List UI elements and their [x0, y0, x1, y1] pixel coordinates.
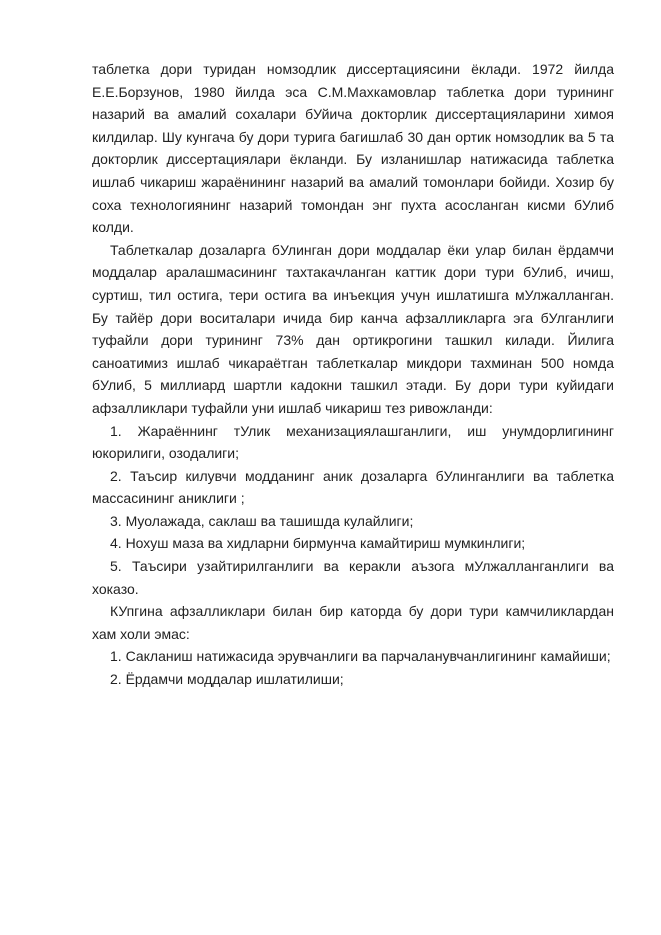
list-item-advantage-1: 1. Жараённинг тУлик механизациялашганлиги, иш унумдорлигининг юкорилиги, озодалиги;: [92, 422, 614, 462]
paragraph-definition: Таблеткалар дозаларга бУлинган дори моддалар ёки улар билан ёрдамчи моддалар аралашмасининг тахтакачланган каттик дори тури бУлиб, ичиш, суртиш, тил остига, тери остига ва инъекция учун ишлатишга мУлжалланган. Бу тайёр дори воситалари ичида бир канча афзалликларга эга бУлганлиги туфайли дори турининг 73% дан ортикрогини ташкил килади. Йилига саноатимиз ишлаб чикараётган таблеткалар микдори тахминан 500 номда бУлиб, 5 миллиард шартли кадокни ташкил этади. Бу дори тури куйидаги афзалликлари туфайли уни ишлаб чикариш тез ривожланди:: [92, 241, 614, 416]
document-page: [92, 58, 614, 691]
list-item-advantage-2: 2. Таъсир килувчи модданинг аник дозаларга бУлинганлиги ва таблетка массасининг аниклиги ;: [92, 467, 614, 507]
paragraph-disadvantages-intro: КУпгина афзалликлари билан бир каторда бу дори тури камчиликлардан хам холи эмас:: [92, 603, 614, 642]
paragraph-history: таблетка дори туридан номзодлик диссертациясини ёклади. 1972 йилда Е.Е.Борзунов, 1980 йилда эса С.М.Махкамовлар таблетка дори турининг назарий ва амалий сохалари бУйича докторлик диссертацияларини химоя килдилар. Шу кунгача бу дори турига багишлаб 30 дан ортик номзодлик ва 5 та докторлик диссертациялари ёкланди. Бу изланишлар натижасида таблетка ишлаб чикариш жараёнининг назарий ва амалий томонлари бойиди. Хозир бу соха технологиянинг назарий томондан энг пухта асосланган кисми бУлиб колди.: [92, 61, 614, 236]
list-item-advantage-5: 5. Таъсири узайтирилганлиги ва керакли аъзога мУлжалланганлиги ва хоказо.: [92, 558, 614, 597]
list-item-advantage-3: 3. Муолажада, саклаш ва ташишда кулайлиги;: [110, 512, 414, 529]
list-item-advantage-4: 4. Нохуш маза ва хидларни бирмунча камайтириш мумкинлиги;: [110, 535, 526, 552]
list-item-disadvantage-1: 1. Сакланиш натижасида эрувчанлиги ва парчаланувчанлигининг камайиши;: [110, 648, 611, 665]
list-item-disadvantage-2: 2. Ёрдамчи моддалар ишлатилиши;: [110, 671, 344, 688]
